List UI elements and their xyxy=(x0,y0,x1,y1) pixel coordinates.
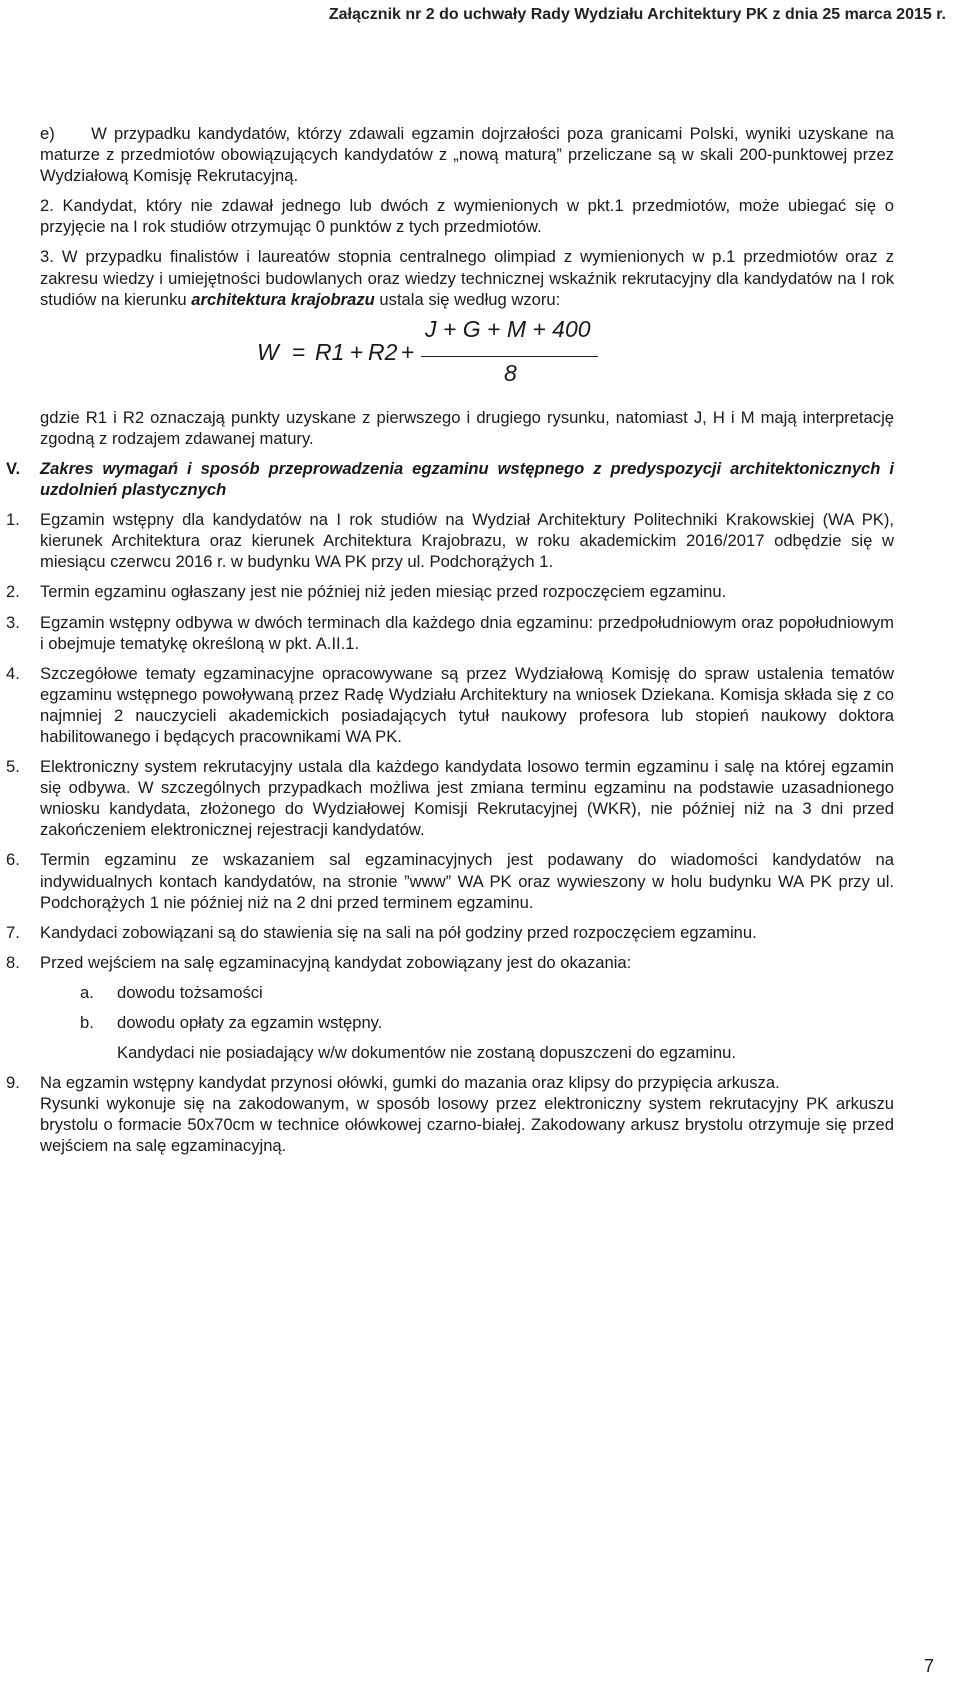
list-item-number: 9. xyxy=(6,1073,20,1093)
document-header: Załącznik nr 2 do uchwały Rady Wydziału Architektury PK z dnia 25 marca 2015 r. xyxy=(328,6,946,23)
fraction-line xyxy=(421,356,598,357)
list-item-9-extra: Rysunki wykonuje się na zakodowanym, w sposób losowy przez elektroniczny system rekrutacyjny PK arkuszu brystolu o formacie 50x70cm w technice ołówkowej czarno-białej. Zakodowany arkusz brystolu otrzymuje się przed wejściem na salę egzaminacyjną. xyxy=(40,1094,894,1156)
sub-item-text: Kandydaci nie posiadający w/w dokumentów nie zostaną dopuszczeni do egzaminu. xyxy=(117,1043,736,1063)
formula-denominator: 8 xyxy=(504,359,517,386)
list-item-text: Na egzamin wstępny kandydat przynosi ołówki, gumki do mazania oraz klipsy do przypięcia arkusza. xyxy=(40,1073,780,1093)
list-item-6 xyxy=(0,849,960,912)
list-item-7 xyxy=(0,922,960,943)
formula-numerator: J + G + M + 400 xyxy=(425,315,591,342)
formula-r2: R2 xyxy=(368,338,398,365)
formula-plus-2: + xyxy=(401,338,415,365)
list-item-text: Termin egzaminu ogłaszany jest nie później niż jeden miesiąc przed rozpoczęciem egzaminu. xyxy=(40,582,727,602)
formula-plus-1: + xyxy=(350,338,364,365)
section-v-heading xyxy=(0,458,960,500)
formula xyxy=(255,315,615,401)
list-item-1 xyxy=(0,509,960,572)
sub-item-a xyxy=(0,982,960,1003)
paragraph-3 xyxy=(40,246,894,309)
formula-r1: R1 xyxy=(315,338,345,365)
content-flow xyxy=(0,123,960,1166)
list-item-text: Egzamin wstępny dla kandydatów na I rok studiów na Wydział Architektury Politechniki Krakowskiej (WA PK), kierunek Architektura oraz kierunek Architektura Krajobrazu, w roku akademickim 2016/2017 odbędzie się w miesiącu czerwcu 2016 r. w budynku WA PK przy ul. Podchorążych 1. xyxy=(40,510,894,572)
list-item-number: 3. xyxy=(6,612,20,632)
list-item-text: Termin egzaminu ze wskazaniem sal egzaminacyjnych jest podawany do wiadomości kandydatów na indywidualnych kontach kandydatów, na stronie ”www” WA PK oraz wywieszony w holu budynku WA PK przy ul. Podchorążych 1 nie później niż na 2 dni przed terminem egzaminu. xyxy=(40,850,894,912)
list-item-9 xyxy=(0,1072,960,1156)
list-item-2 xyxy=(0,581,960,602)
list-item-text: Kandydaci zobowiązani są do stawienia się na sali na pół godziny przed rozpoczęciem egzaminu. xyxy=(40,922,757,942)
list-item-text: Szczegółowe tematy egzaminacyjne opracowywane są przez Wydziałową Komisję do spraw ustalenia tematów egzaminu wstępnego powoływaną przez Radę Wydziału Architektury na wniosek Dziekana. Komisja składa się z co najmniej 2 nauczycieli akademickich posiadających tytuł naukowy profesora lub stopień naukowy doktora habilitowanego i będących pracownikami WA PK. xyxy=(40,663,894,746)
sub-item-text: dowodu opłaty za egzamin wstępny. xyxy=(117,1013,383,1032)
paragraph-3-end: ustala się według wzoru: xyxy=(374,289,561,309)
list-item-text: Elektroniczny system rekrutacyjny ustala dla każdego kandydata losowo termin egzaminu i salę na której egzamin się odbywa. W szczególnych przypadkach możliwa jest zmiana terminu egzaminu na podstawie uzasadnionego wniosku kandydata, złożonego do Wydziałowej Komisji Rekrutacyjnej (WKR), nie później niż na 3 dni przed zakończeniem elektronicznej rejestracji kandydatów. xyxy=(40,757,894,840)
section-v-title: Zakres wymagań i sposób przeprowadzenia egzaminu wstępnego z predyspozycji architektonicznych i uzdolnień plastycznych xyxy=(40,458,894,500)
list-item-number: 2. xyxy=(6,582,20,602)
list-item-5 xyxy=(0,756,960,840)
list-item-number: 4. xyxy=(6,663,20,683)
list-item-number: 8. xyxy=(6,952,20,972)
paragraph-3-emphasis: architektura krajobrazu xyxy=(191,289,375,309)
list-item-8 xyxy=(0,952,960,973)
sub-item-letter: a. xyxy=(80,982,94,1002)
sub-item-note xyxy=(0,1042,960,1063)
list-item-number: 7. xyxy=(6,922,20,942)
paragraph-2: 2. Kandydat, który nie zdawał jednego lub dwóch z wymienionych w pkt.1 przedmiotów, może ubiegać się o przyjęcie na I rok studiów otrzymując 0 punktów z tych przedmiotów. xyxy=(40,196,894,237)
paragraph-e: e) W przypadku kandydatów, którzy zdawali egzamin dojrzałości poza granicami Polski, wyniki uzyskane na maturze z przedmiotów obowiązujących kandydatów z „nową maturą” przeliczane są w skali 200-punktowej przez Wydziałową Komisję Rekrutacyjną. xyxy=(40,124,894,186)
list-item-4 xyxy=(0,663,960,747)
sub-item-letter: b. xyxy=(80,1013,94,1032)
sub-item-b xyxy=(0,1012,960,1033)
paragraph-gdzie: gdzie R1 i R2 oznaczają punkty uzyskane z pierwszego i drugiego rysunku, natomiast J, H i M mają interpretację zgodną z rodzajem zdawanej matury. xyxy=(40,407,894,448)
formula-equals: = xyxy=(292,338,306,365)
list-item-number: 1. xyxy=(6,510,20,530)
list-item-number: 5. xyxy=(6,757,20,777)
list-item-text: Egzamin wstępny odbywa w dwóch terminach dla każdego dnia egzaminu: przedpołudniowym oraz popołudniowym i obejmuje tematykę określoną w pkt. A.II.1. xyxy=(40,612,894,653)
paragraph-3-intro: 3. W przypadku finalistów i laureatów stopnia centralnego olimpiad z wymienionych w p.1 przedmiotów oraz z zakresu wiedzy i umiejętności budowlanych oraz wiedzy technicznej wskaźnik rekrutacyjny dla kandydatów na I rok studiów na kierunku xyxy=(40,247,894,309)
list-item-text: Przed wejściem na salę egzaminacyjną kandydat zobowiązany jest do okazania: xyxy=(40,952,632,972)
list-item-3 xyxy=(0,612,960,654)
sub-item-text: dowodu tożsamości xyxy=(117,982,263,1002)
section-v-number: V. xyxy=(6,458,21,478)
page-number: 7 xyxy=(923,1656,934,1676)
formula-w: W xyxy=(257,338,279,365)
list-item-number: 6. xyxy=(6,850,20,870)
